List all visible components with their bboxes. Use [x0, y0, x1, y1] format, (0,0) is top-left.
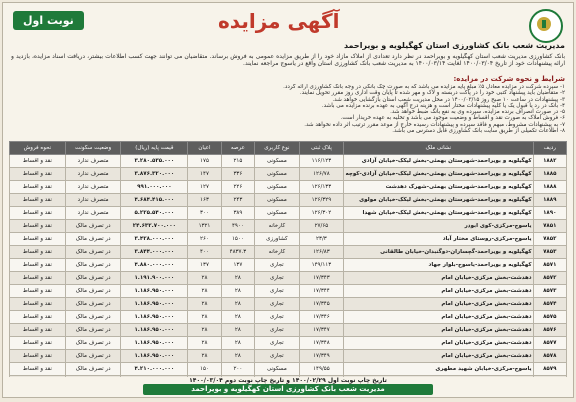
conditions-list	[11, 84, 565, 140]
table-cell: ۴۰۰	[188, 246, 221, 259]
column-header: نوع کاربری	[255, 142, 300, 155]
table-cell: نقد و اقساط	[10, 324, 66, 337]
table-cell: ۴.۸۸۰.۰۰۰.۰۰۰	[121, 259, 188, 272]
table-cell: کارخانه	[255, 246, 300, 259]
table-cell: دهدشت-بخش مرکزی-خیابان امام	[344, 337, 533, 350]
table-cell: ۲۸	[221, 337, 254, 350]
table-cell: تجاری	[255, 272, 300, 285]
column-header: وضعیت سکونت	[65, 142, 121, 155]
table-cell: ۲۸	[188, 272, 221, 285]
table-cell: کهگیلویه و بویراحمد-شهرستان بهمئی-بخش لیکک-خیابان مولوی	[344, 194, 533, 207]
table-cell: دهدشت-بخش مرکزی-خیابان امام	[344, 285, 533, 298]
table-cell: کارخانه	[255, 220, 300, 233]
table-cell: ۱۳۲۱	[188, 220, 221, 233]
properties-table	[9, 141, 567, 377]
table-cell: ۱۲۶/۸۳	[299, 246, 344, 259]
table-cell: ۲۴.۶۳۲.۷۰۰.۰۰۰	[121, 220, 188, 233]
table-cell: ۱۷۵	[188, 155, 221, 168]
table-cell: دهدشت-بخش مرکزی-خیابان امام	[344, 324, 533, 337]
table-cell: ۱۷/۳۴۵	[299, 298, 344, 311]
page-title: آگهی مزایده	[218, 9, 340, 33]
table-row	[10, 155, 567, 168]
table-cell: ۲۸	[188, 285, 221, 298]
table-row	[10, 259, 567, 272]
table-cell: کهگیلویه و بویراحمد-شهرستان بهمئی-بخش لیکک-خیابان شهدا	[344, 207, 533, 220]
table-cell: متصرف ندارد	[65, 168, 121, 181]
table-cell: متصرف ندارد	[65, 155, 121, 168]
table-row	[10, 207, 567, 220]
table-cell: ۱۸۸۹	[533, 194, 566, 207]
condition-item: ۳- پیشنهادات در ساعت ۱۰ صبح روز ۱۴۰۰/۰۳/۱۵ در محل مدیریت شعب استان بازگشایی خواهد شد.	[332, 96, 565, 103]
table-cell: ۳.۲۸۰.۵۳۵.۰۰۰	[121, 155, 188, 168]
table-cell: ۹۹۱.۰۰۰.۰۰۰	[121, 181, 188, 194]
table-cell: ۲۲۶	[221, 181, 254, 194]
intro-paragraph: بانک کشاورزی مدیریت شعب استان کهگیلویه و بویراحمد در نظر دارد تعدادی از املاک مازاد خود را از طریق مزایده عمومی به فروش برساند. متقاضیان می توانند جهت کسب اطلاعات بیشتر، دریافت اسناد مزایده، بازدید و ارائه پیشنهادات خود از تاریخ ۱۴۰۰/۰۳/۰۴ لغایت ۱۴۰۰/۰۳/۱۴ به مدیریت شعب بانک کشاورزی استان واقع در یاسوج مراجعه نمایند.	[11, 53, 565, 67]
table-cell: ۱.۱۹۱.۹۰۰.۰۰۰	[121, 272, 188, 285]
table-cell: مسکونی	[255, 168, 300, 181]
table-cell: ۴۸۳۷.۳	[221, 246, 254, 259]
table-cell: ۲۱۵	[221, 155, 254, 168]
table-cell: ۱۴۹/۵۵	[299, 363, 344, 376]
table-cell: ۸۵۷۸	[533, 350, 566, 363]
table-cell: ۷۸۵۱	[533, 220, 566, 233]
table-cell: ۸۵۷۵	[533, 311, 566, 324]
table-row	[10, 311, 567, 324]
table-cell: ۱۳۷	[221, 259, 254, 272]
table-cell: ۱۲۶/۱۳۳	[299, 181, 344, 194]
column-header: عرصه	[221, 142, 254, 155]
table-cell: ۱۲۶/۷۸	[299, 168, 344, 181]
table-cell: ۱۱۶/۱۲۳	[299, 155, 344, 168]
table-cell: ۳.۸۴۴.۰۰۰.۰۰۰	[121, 246, 188, 259]
table-cell: ۲۷/۶۵	[299, 220, 344, 233]
table-cell: ۱۶۳	[188, 194, 221, 207]
table-cell: در تصرف مالک	[65, 272, 121, 285]
table-cell: ۱۷/۳۴۴	[299, 285, 344, 298]
condition-item: ۸- اطلاعات تکمیلی از طریق سایت بانک کشاورزی قابل دسترس می باشد.	[392, 128, 565, 135]
table-cell: ۱۳۷	[188, 259, 221, 272]
table-cell: ۱.۱۸۶.۹۵۰.۰۰۰	[121, 324, 188, 337]
condition-item: ۷- به پیشنهادات مشروط، مبهم و فاقد سپرده و پیشنهادات رسیده خارج از موعد مقرر ترتیب اثر داده نخواهد شد.	[304, 121, 565, 128]
table-cell: ۱.۱۸۶.۹۵۰.۰۰۰	[121, 337, 188, 350]
table-cell: دهدشت-بخش مرکزی-خیابان امام	[344, 350, 533, 363]
table-cell: نقد و اقساط	[10, 285, 66, 298]
table-cell: ۲۸	[221, 298, 254, 311]
table-cell: ۲۸	[221, 324, 254, 337]
conditions-title: شرایط و نحوه شرکت در مزایده:	[453, 75, 565, 83]
table-cell: ۱۸۸۲	[533, 155, 566, 168]
table-header-row	[10, 142, 567, 155]
table-cell: تجاری	[255, 337, 300, 350]
table-cell: ۷۸۵۳	[533, 246, 566, 259]
table-cell: ۱۷/۳۴۶	[299, 311, 344, 324]
table-cell: ۵.۲۲۵.۵۴۰.۰۰۰	[121, 207, 188, 220]
table-cell: نقد و اقساط	[10, 220, 66, 233]
table-cell: مسکونی	[255, 207, 300, 220]
round-badge: نوبت اول	[13, 11, 84, 30]
table-cell: ۱.۱۸۶.۹۵۰.۰۰۰	[121, 298, 188, 311]
condition-item: ۲- متقاضیان باید پیشنهاد کتبی خود را در پاکت دربسته و لاک و مهر شده تا پایان وقت اداری روز مقرر تحویل نمایند.	[299, 90, 565, 97]
table-cell: ۱۲۶/۳۲۹	[299, 194, 344, 207]
column-header: اعیان	[188, 142, 221, 155]
table-cell: ۱۷/۳۴۷	[299, 324, 344, 337]
table-cell: در تصرف مالک	[65, 337, 121, 350]
table-cell: نقد و اقساط	[10, 363, 66, 376]
table-cell: ۱۷/۳۴۹	[299, 350, 344, 363]
table-cell: دهدشت-بخش مرکزی-خیابان امام	[344, 311, 533, 324]
table-cell: یاسوج-مرکزی-روستای مختار آباد	[344, 233, 533, 246]
header-banner	[13, 9, 563, 37]
table-cell: تجاری	[255, 285, 300, 298]
auction-notice	[2, 2, 574, 398]
table-cell: مسکونی	[255, 155, 300, 168]
table-cell: ۴۹۰۰	[221, 220, 254, 233]
table-cell: کهگیلویه و بویراحمد-شهرستان بهمئی-بخش لیکک-خیابان آزادی	[344, 155, 533, 168]
table-cell: ۱۵۰۰	[221, 233, 254, 246]
table-cell: ۱۸۹۰	[533, 207, 566, 220]
table-cell: دهدشت-بخش مرکزی-خیابان امام	[344, 272, 533, 285]
table-cell: ۱۴۹/۱۱۳	[299, 259, 344, 272]
table-cell: ۲۸	[221, 272, 254, 285]
subtitle: مدیریت شعب بانک کشاورزی استان کهگیلویه و بویراحمد	[343, 41, 565, 50]
table-cell: ۸۵۷۹	[533, 363, 566, 376]
table-cell: نقد و اقساط	[10, 181, 66, 194]
table-cell: ۴.۶۸۴.۴۱۵.۰۰۰	[121, 194, 188, 207]
table-cell: در تصرف مالک	[65, 233, 121, 246]
table-cell: ۳.۴۲۸.۰۰۰.۰۰۰	[121, 233, 188, 246]
table-cell: مسکونی	[255, 181, 300, 194]
table-cell: ۲۸	[221, 285, 254, 298]
table-row	[10, 363, 567, 376]
table-row	[10, 285, 567, 298]
table-cell: ۳.۸۷۶.۳۲۰.۰۰۰	[121, 168, 188, 181]
column-header: ردیف	[533, 142, 566, 155]
bank-logo-icon	[529, 9, 563, 43]
table-cell: ۲۳/۳	[299, 233, 344, 246]
properties-table-wrap	[9, 141, 567, 377]
table-cell: نقد و اقساط	[10, 337, 66, 350]
column-header: قیمت پایه (ریال)	[121, 142, 188, 155]
table-cell: ۸۵۷۳	[533, 285, 566, 298]
table-cell: در تصرف مالک	[65, 220, 121, 233]
column-header: نشانی ملک	[344, 142, 533, 155]
footer-banner: مدیریت شعب بانک کشاورزی استان کهگیلویه و بویراحمد	[143, 384, 433, 395]
table-cell: در تصرف مالک	[65, 285, 121, 298]
table-cell: ۲۸	[221, 311, 254, 324]
table-cell: تجاری	[255, 311, 300, 324]
table-cell: کهگیلویه و بویراحمد-شهرستان بهمئی-شهرک دهدشت	[344, 181, 533, 194]
table-cell: ۲۸	[188, 350, 221, 363]
table-cell: ۲۸	[221, 350, 254, 363]
table-cell: ۳۰۰	[188, 207, 221, 220]
table-cell: ۸۵۷۶	[533, 324, 566, 337]
table-row	[10, 181, 567, 194]
table-cell: ۱۷/۳۴۳	[299, 272, 344, 285]
table-cell: نقد و اقساط	[10, 272, 66, 285]
table-cell: نقد و اقساط	[10, 246, 66, 259]
table-cell: در تصرف مالک	[65, 246, 121, 259]
table-cell: ۲۸	[188, 324, 221, 337]
table-cell: تجاری	[255, 259, 300, 272]
table-cell: در تصرف مالک	[65, 324, 121, 337]
table-cell: نقد و اقساط	[10, 350, 66, 363]
table-cell: ۲۸	[188, 298, 221, 311]
table-cell: یاسوج-مرکزی-خیابان شهید مطهری	[344, 363, 533, 376]
table-cell: ۲۰۰	[221, 363, 254, 376]
table-row	[10, 350, 567, 363]
table-cell: در تصرف مالک	[65, 363, 121, 376]
table-cell: تجاری	[255, 298, 300, 311]
table-cell: ۱۲۷	[188, 181, 221, 194]
table-cell: ۱۴۷	[188, 168, 221, 181]
table-cell: ۳۸۹	[221, 207, 254, 220]
table-cell: کهگیلویه و بویراحمد-یاسوج-بلوار جهاد	[344, 259, 533, 272]
table-cell: ۱.۱۸۶.۹۵۰.۰۰۰	[121, 311, 188, 324]
table-cell: دهدشت-بخش مرکزی-خیابان امام	[344, 298, 533, 311]
table-cell: متصرف ندارد	[65, 181, 121, 194]
table-cell: کهگیلویه و بویراحمد-شهرستان بهمئی-بخش لیکک-خیابان آزادی-کوچه	[344, 168, 533, 181]
table-cell: ۱۲۶/۳۰۲	[299, 207, 344, 220]
table-row	[10, 220, 567, 233]
table-cell: ۳۳۶	[221, 168, 254, 181]
table-cell: نقد و اقساط	[10, 259, 66, 272]
table-cell: ۱.۱۸۶.۹۵۰.۰۰۰	[121, 285, 188, 298]
table-cell: کهگیلویه و بویراحمد-گچساران-دوگنبدان-خیابان طالقانی	[344, 246, 533, 259]
print-dates: تاریخ چاپ نوبت اول ۱۴۰۰/۰۲/۲۹ و تاریخ چاپ نوبت دوم ۱۴۰۰/۰۳/۰۴	[189, 377, 387, 384]
table-row	[10, 272, 567, 285]
table-row	[10, 194, 567, 207]
table-cell: ۲۶۰	[188, 233, 221, 246]
table-cell: در تصرف مالک	[65, 311, 121, 324]
column-header: نحوه فروش	[10, 142, 66, 155]
condition-item: ۵- در صورت انصراف برنده مزایده، سپرده وی به نفع بانک ضبط خواهد شد.	[390, 109, 565, 116]
table-row	[10, 298, 567, 311]
table-cell: نقد و اقساط	[10, 168, 66, 181]
table-cell: نقد و اقساط	[10, 207, 66, 220]
table-cell: ۱۸۸۸	[533, 181, 566, 194]
table-cell: ۸۵۷۱	[533, 259, 566, 272]
table-cell: ۷۸۵۲	[533, 233, 566, 246]
table-cell: ۲۸	[188, 311, 221, 324]
table-cell: ۴.۲۱۰.۰۰۰.۰۰۰	[121, 363, 188, 376]
table-row	[10, 337, 567, 350]
condition-item: ۶- فروش املاک به صورت نقد و اقساط و وضعیت موجود می باشد و تخلیه به عهده خریدار است.	[340, 115, 565, 122]
table-cell: متصرف ندارد	[65, 207, 121, 220]
table-cell: ۲۴۳	[221, 194, 254, 207]
table-row	[10, 246, 567, 259]
table-cell: تجاری	[255, 324, 300, 337]
table-cell: یاسوج-مرکزی-کوی ابوذر	[344, 220, 533, 233]
condition-item: ۴- بانک در رد یا قبول یک یا کلیه پیشنهادات مختار است و هزینه درج آگهی به عهده برنده مزایده می باشد.	[321, 102, 565, 109]
table-cell: ۱۷/۳۴۸	[299, 337, 344, 350]
table-cell: ۲۸	[188, 337, 221, 350]
table-cell: نقد و اقساط	[10, 155, 66, 168]
table-row	[10, 168, 567, 181]
table-cell: نقد و اقساط	[10, 298, 66, 311]
table-cell: در تصرف مالک	[65, 259, 121, 272]
table-row	[10, 324, 567, 337]
table-cell: کشاورزی	[255, 233, 300, 246]
table-cell: مسکونی	[255, 194, 300, 207]
table-cell: ۸۵۷۲	[533, 272, 566, 285]
condition-item: ۱- سپرده شرکت در مزایده معادل ۵٪ مبلغ پایه مزایده می باشد که به صورت چک بانکی در وجه بانک کشاورزی ارائه گردد.	[283, 84, 565, 90]
table-cell: ۱۸۸۵	[533, 168, 566, 181]
table-cell: ۸۵۷۴	[533, 298, 566, 311]
table-cell: نقد و اقساط	[10, 311, 66, 324]
table-cell: ۸۵۷۷	[533, 337, 566, 350]
table-cell: در تصرف مالک	[65, 298, 121, 311]
table-cell: نقد و اقساط	[10, 194, 66, 207]
table-cell: نقد و اقساط	[10, 233, 66, 246]
table-cell: ۱.۱۸۶.۹۵۰.۰۰۰	[121, 350, 188, 363]
table-body	[10, 155, 567, 378]
table-cell: ۱۵۰	[188, 363, 221, 376]
table-cell: تجاری	[255, 350, 300, 363]
table-cell: در تصرف مالک	[65, 350, 121, 363]
table-cell: مسکونی	[255, 363, 300, 376]
table-row	[10, 233, 567, 246]
table-cell: متصرف ندارد	[65, 194, 121, 207]
column-header: پلاک ثبتی	[299, 142, 344, 155]
